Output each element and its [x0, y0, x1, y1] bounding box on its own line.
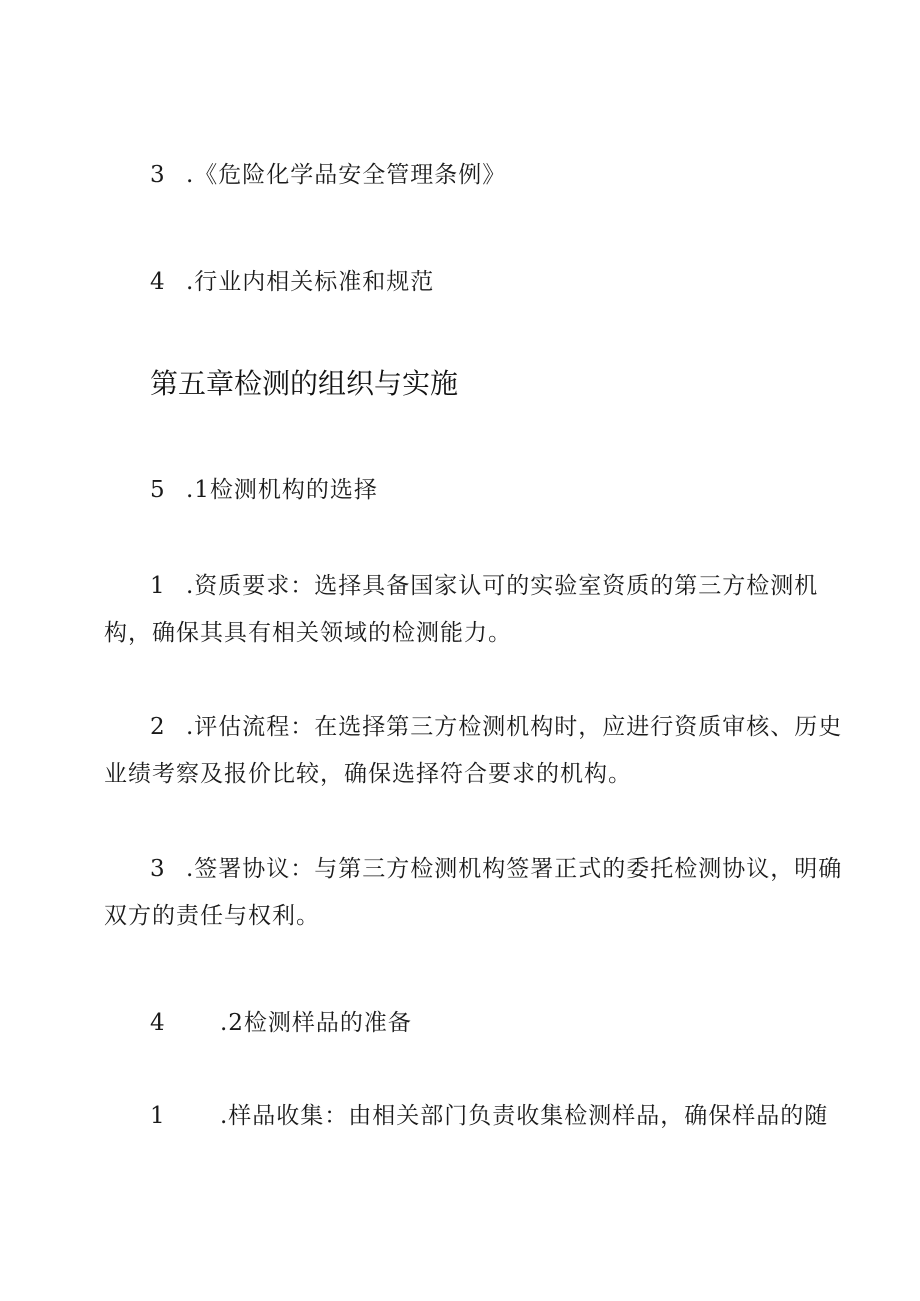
paragraph-line: 构，确保其具有相关领域的检测能力。 — [104, 620, 512, 646]
list-item-text: .《危险化学品安全管理条例》 — [185, 162, 507, 188]
paragraph-line: 双方的责任与权利。 — [104, 903, 320, 929]
chapter-heading: 第五章检测的组织与实施 — [150, 367, 459, 400]
list-item-text: .资质要求：选择具备国家认可的实验室资质的第三方检测机 — [185, 573, 819, 599]
list-item-number: 1 — [150, 573, 166, 599]
paragraph-line — [150, 571, 818, 601]
section-heading — [150, 1008, 412, 1038]
list-item-text: .行业内相关标准和规范 — [185, 269, 435, 295]
section-number: 5 — [150, 477, 166, 503]
section-title: .1检测机构的选择 — [185, 477, 378, 503]
list-item-text: .评估流程：在选择第三方检测机构时，应进行资质审核、历史 — [185, 714, 843, 740]
section-heading — [150, 475, 378, 505]
list-item — [150, 267, 434, 297]
paragraph-line: 业绩考察及报价比较，确保选择符合要求的机构。 — [104, 761, 632, 787]
section-title: .2检测样品的准备 — [219, 1010, 412, 1036]
list-item-number: 4 — [150, 269, 166, 295]
list-item — [150, 160, 506, 190]
paragraph-line — [150, 1101, 828, 1131]
list-item-text: .样品收集：由相关部门负责收集检测样品，确保样品的随 — [219, 1103, 829, 1129]
list-item-number: 3 — [150, 162, 166, 188]
list-item-number: 1 — [150, 1103, 166, 1129]
section-number: 4 — [150, 1010, 166, 1036]
list-item-number: 2 — [150, 714, 166, 740]
paragraph-line — [150, 712, 842, 742]
list-item-number: 3 — [150, 856, 166, 882]
paragraph-line — [150, 854, 842, 884]
list-item-text: .签署协议：与第三方检测机构签署正式的委托检测协议，明确 — [185, 856, 843, 882]
